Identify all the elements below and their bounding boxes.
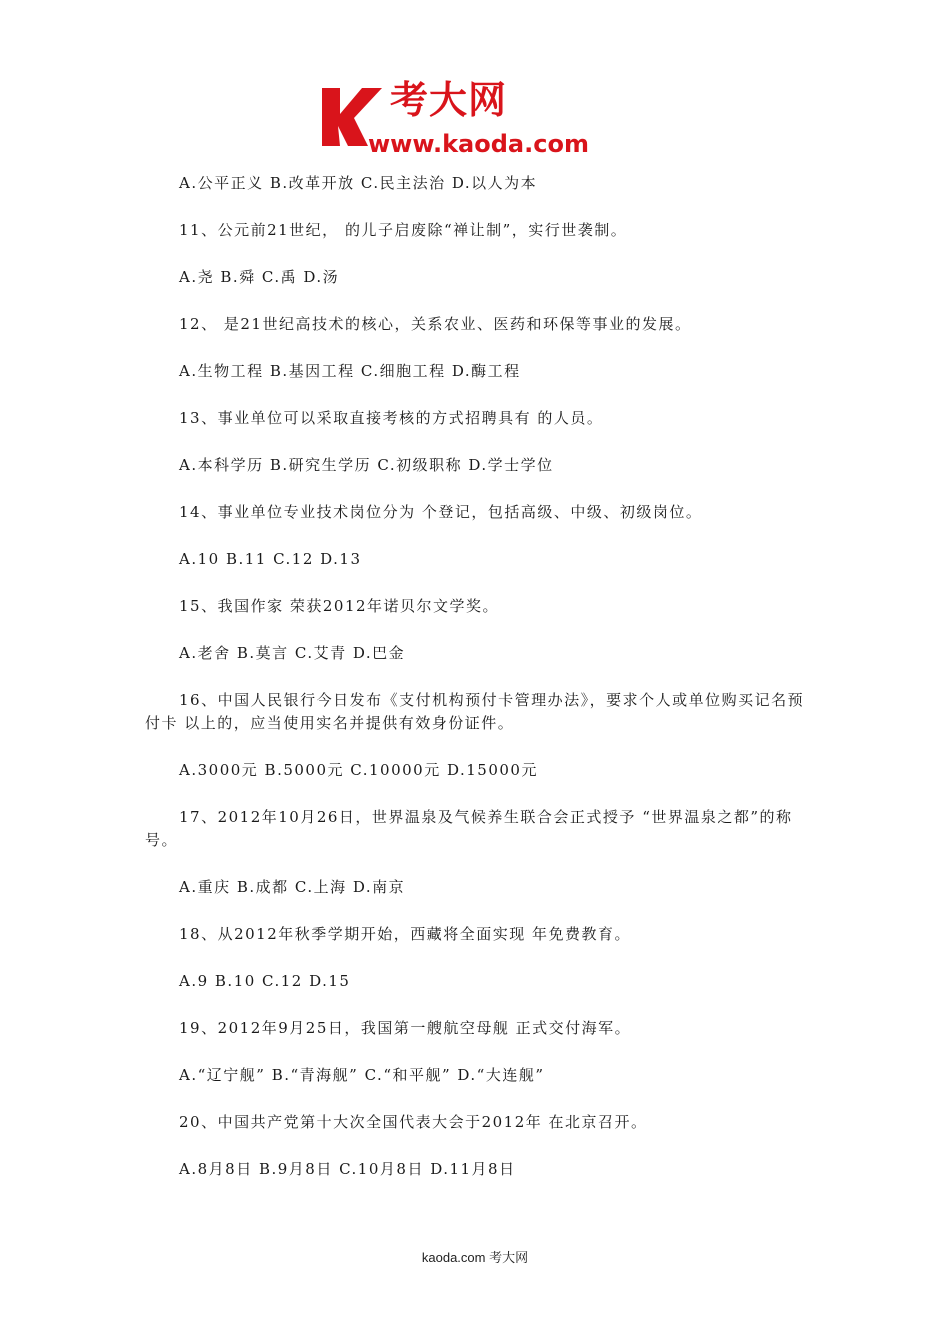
question-12: 12、 是21世纪高技术的核心，关系农业、医药和环保等事业的发展。 bbox=[179, 315, 692, 333]
logo-title: 考大网 bbox=[390, 78, 508, 122]
options-q16: A.3000元 B.5000元 C.10000元 D.15000元 bbox=[179, 761, 538, 779]
kaoda-logo bbox=[318, 78, 638, 162]
page-footer: kaoda.com 考大网 bbox=[421, 1250, 529, 1265]
options-q11: A.尧 B.舜 C.禹 D.汤 bbox=[179, 268, 340, 286]
question-18: 18、从2012年秋季学期开始，西藏将全面实现 年免费教育。 bbox=[179, 925, 632, 943]
question-15: 15、我国作家 荣获2012年诺贝尔文学奖。 bbox=[179, 597, 500, 615]
options-q13: A.本科学历 B.研究生学历 C.初级职称 D.学士学位 bbox=[179, 456, 554, 474]
question-20: 20、中国共产党第十大次全国代表大会于2012年 在北京召开。 bbox=[179, 1113, 648, 1131]
options-q14: A.10 B.11 C.12 D.13 bbox=[179, 550, 362, 568]
options-q18: A.9 B.10 C.12 D.15 bbox=[179, 972, 351, 990]
logo-url: www.kaoda.com bbox=[368, 130, 589, 158]
question-13: 13、事业单位可以采取直接考核的方式招聘具有 的人员。 bbox=[179, 409, 604, 427]
question-14: 14、事业单位专业技术岗位分为 个登记，包括高级、中级、初级岗位。 bbox=[179, 503, 703, 521]
options-q10: A.公平正义 B.改革开放 C.民主法治 D.以人为本 bbox=[179, 174, 538, 192]
options-q15: A.老舍 B.莫言 C.艾青 D.巴金 bbox=[179, 644, 406, 662]
question-list bbox=[145, 172, 810, 1205]
question-16: 16、中国人民银行今日发布《支付机构预付卡管理办法》，要求个人或单位购买记名预付卡 以上的，应当使用实名并提供有效身份证件。 bbox=[145, 691, 805, 732]
question-11: 11、公元前21世纪， 的儿子启废除“禅让制”，实行世袭制。 bbox=[179, 221, 628, 239]
question-17: 17、2012年10月26日，世界温泉及气候养生联合会正式授予 “世界温泉之都”的称号。 bbox=[145, 808, 793, 849]
question-19: 19、2012年9月25日，我国第一艘航空母舰 正式交付海军。 bbox=[179, 1019, 632, 1037]
options-q20: A.8月8日 B.9月8日 C.10月8日 D.11月8日 bbox=[179, 1160, 516, 1178]
options-q12: A.生物工程 B.基因工程 C.细胞工程 D.酶工程 bbox=[179, 362, 521, 380]
options-q17: A.重庆 B.成都 C.上海 D.南京 bbox=[179, 878, 406, 896]
options-q19: A.“辽宁舰” B.“青海舰” C.“和平舰” D.“大连舰” bbox=[179, 1066, 545, 1084]
